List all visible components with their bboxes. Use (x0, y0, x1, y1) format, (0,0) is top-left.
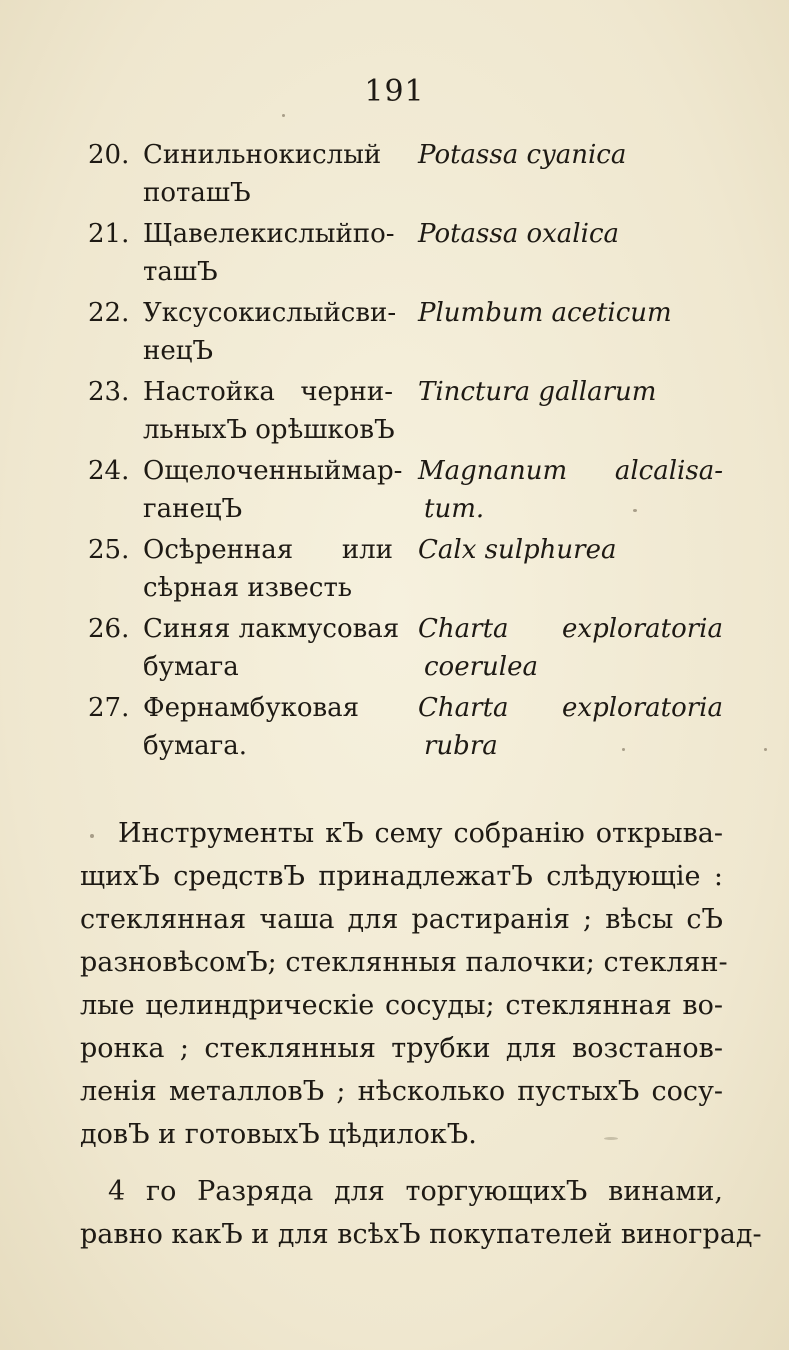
paragraph-line: стеклянная чаша для растиранія ; вѣсы сЪ (80, 904, 723, 935)
russian-name (143, 136, 393, 212)
latin-name-line: rubra (424, 731, 498, 761)
russian-name (143, 610, 400, 686)
latin-name-line: Charta exploratoria (418, 693, 723, 723)
paragraph-line: щихЪ средствЪ принадлежатЪ слѣдующіе : (80, 861, 723, 892)
russian-name-line: Осѣренная или (143, 535, 393, 565)
latin-name (418, 294, 723, 332)
entry-number: 20. (88, 140, 130, 170)
latin-name (418, 610, 723, 686)
list-item (0, 610, 789, 689)
russian-name-line: льныхЪ орѣшковЪ (143, 415, 395, 445)
latin-name-line: Potassa cyanica (418, 140, 627, 170)
paper-speck (764, 748, 767, 751)
paragraph-line: разновѣсомЪ; стеклянныя палочки; стеклян- (80, 947, 728, 978)
russian-name (143, 294, 397, 370)
paragraph-line: равно какЪ и для всѣхЪ покупателей виноград- (80, 1219, 762, 1250)
list-item (0, 215, 789, 294)
russian-name-line: ташЪ (143, 257, 218, 287)
paragraph-line: Инструменты кЪ сему собранію открыва- (118, 818, 723, 849)
entry-number: 23. (88, 377, 130, 407)
latin-name (418, 452, 723, 528)
entry-number: 26. (88, 614, 130, 644)
russian-name-line: Синильнокислый (143, 140, 382, 170)
list-item (0, 294, 789, 373)
russian-name-line: поташЪ (143, 178, 251, 208)
paper-speck (622, 748, 625, 751)
list-item (0, 689, 789, 768)
russian-name (143, 531, 393, 607)
latin-name (418, 689, 723, 765)
latin-name-line: coerulea (424, 652, 538, 682)
paragraph-line: ленія металловЪ ; нѣсколько пустыхЪ сосу- (80, 1076, 723, 1107)
latin-name-line: Charta exploratoria (418, 614, 723, 644)
russian-name-line: Настойка черни- (143, 377, 393, 407)
latin-name-line: Magnanum alcalisa- (418, 456, 723, 486)
page-number: 191 (364, 74, 425, 109)
russian-name-line: Синяя лакмусовая (143, 614, 400, 644)
russian-name-line: Уксусокислыйсви- (143, 298, 397, 328)
latin-name (418, 215, 723, 253)
entry-number: 27. (88, 693, 130, 723)
russian-name (143, 215, 393, 291)
reagent-list (0, 136, 789, 768)
latin-name (418, 136, 723, 174)
latin-name-line: tum. (424, 494, 485, 524)
entry-number: 24. (88, 456, 130, 486)
latin-name-line: Plumbum aceticum (418, 298, 672, 328)
russian-name-line: Ощелоченныймар- (143, 456, 403, 486)
paragraph-line: довЪ и готовыхЪ цѣдилокЪ. (80, 1119, 477, 1150)
paper-speck (604, 1137, 618, 1140)
russian-name-line: бумага. (143, 731, 248, 761)
list-item (0, 531, 789, 610)
paragraph-line: 4 го Разряда для торгующихЪ винами, (108, 1176, 723, 1207)
russian-name-line: ганецЪ (143, 494, 243, 524)
paper-speck (90, 834, 94, 838)
latin-name-line: Potassa oxalica (418, 219, 620, 249)
paper-speck (633, 509, 637, 512)
list-item (0, 452, 789, 531)
paragraph-line: лые целиндрическіе сосуды; стеклянная во- (80, 990, 723, 1021)
russian-name (143, 452, 403, 528)
russian-name (143, 689, 393, 765)
entry-number: 22. (88, 298, 130, 328)
entry-number: 25. (88, 535, 130, 565)
list-item (0, 373, 789, 452)
paragraph-line: ронка ; стеклянныя трубки для возстанов- (80, 1033, 723, 1064)
list-item (0, 136, 789, 215)
russian-name-line: нецЪ (143, 336, 214, 366)
latin-name-line: Tinctura gallarum (418, 377, 657, 407)
category-paragraph (80, 1170, 762, 1256)
instruments-paragraph (80, 812, 728, 1156)
russian-name-line: бумага (143, 652, 239, 682)
russian-name-line: Фернамбуковая (143, 693, 360, 723)
entry-number: 21. (88, 219, 130, 249)
russian-name-line: Щавелекислыйпо- (143, 219, 395, 249)
russian-name (143, 373, 393, 449)
russian-name-line: сѣрная известь (143, 573, 353, 603)
latin-name-line: Calx sulphurea (418, 535, 617, 565)
latin-name (418, 373, 723, 411)
latin-name (418, 531, 723, 569)
paper-speck (282, 114, 285, 117)
